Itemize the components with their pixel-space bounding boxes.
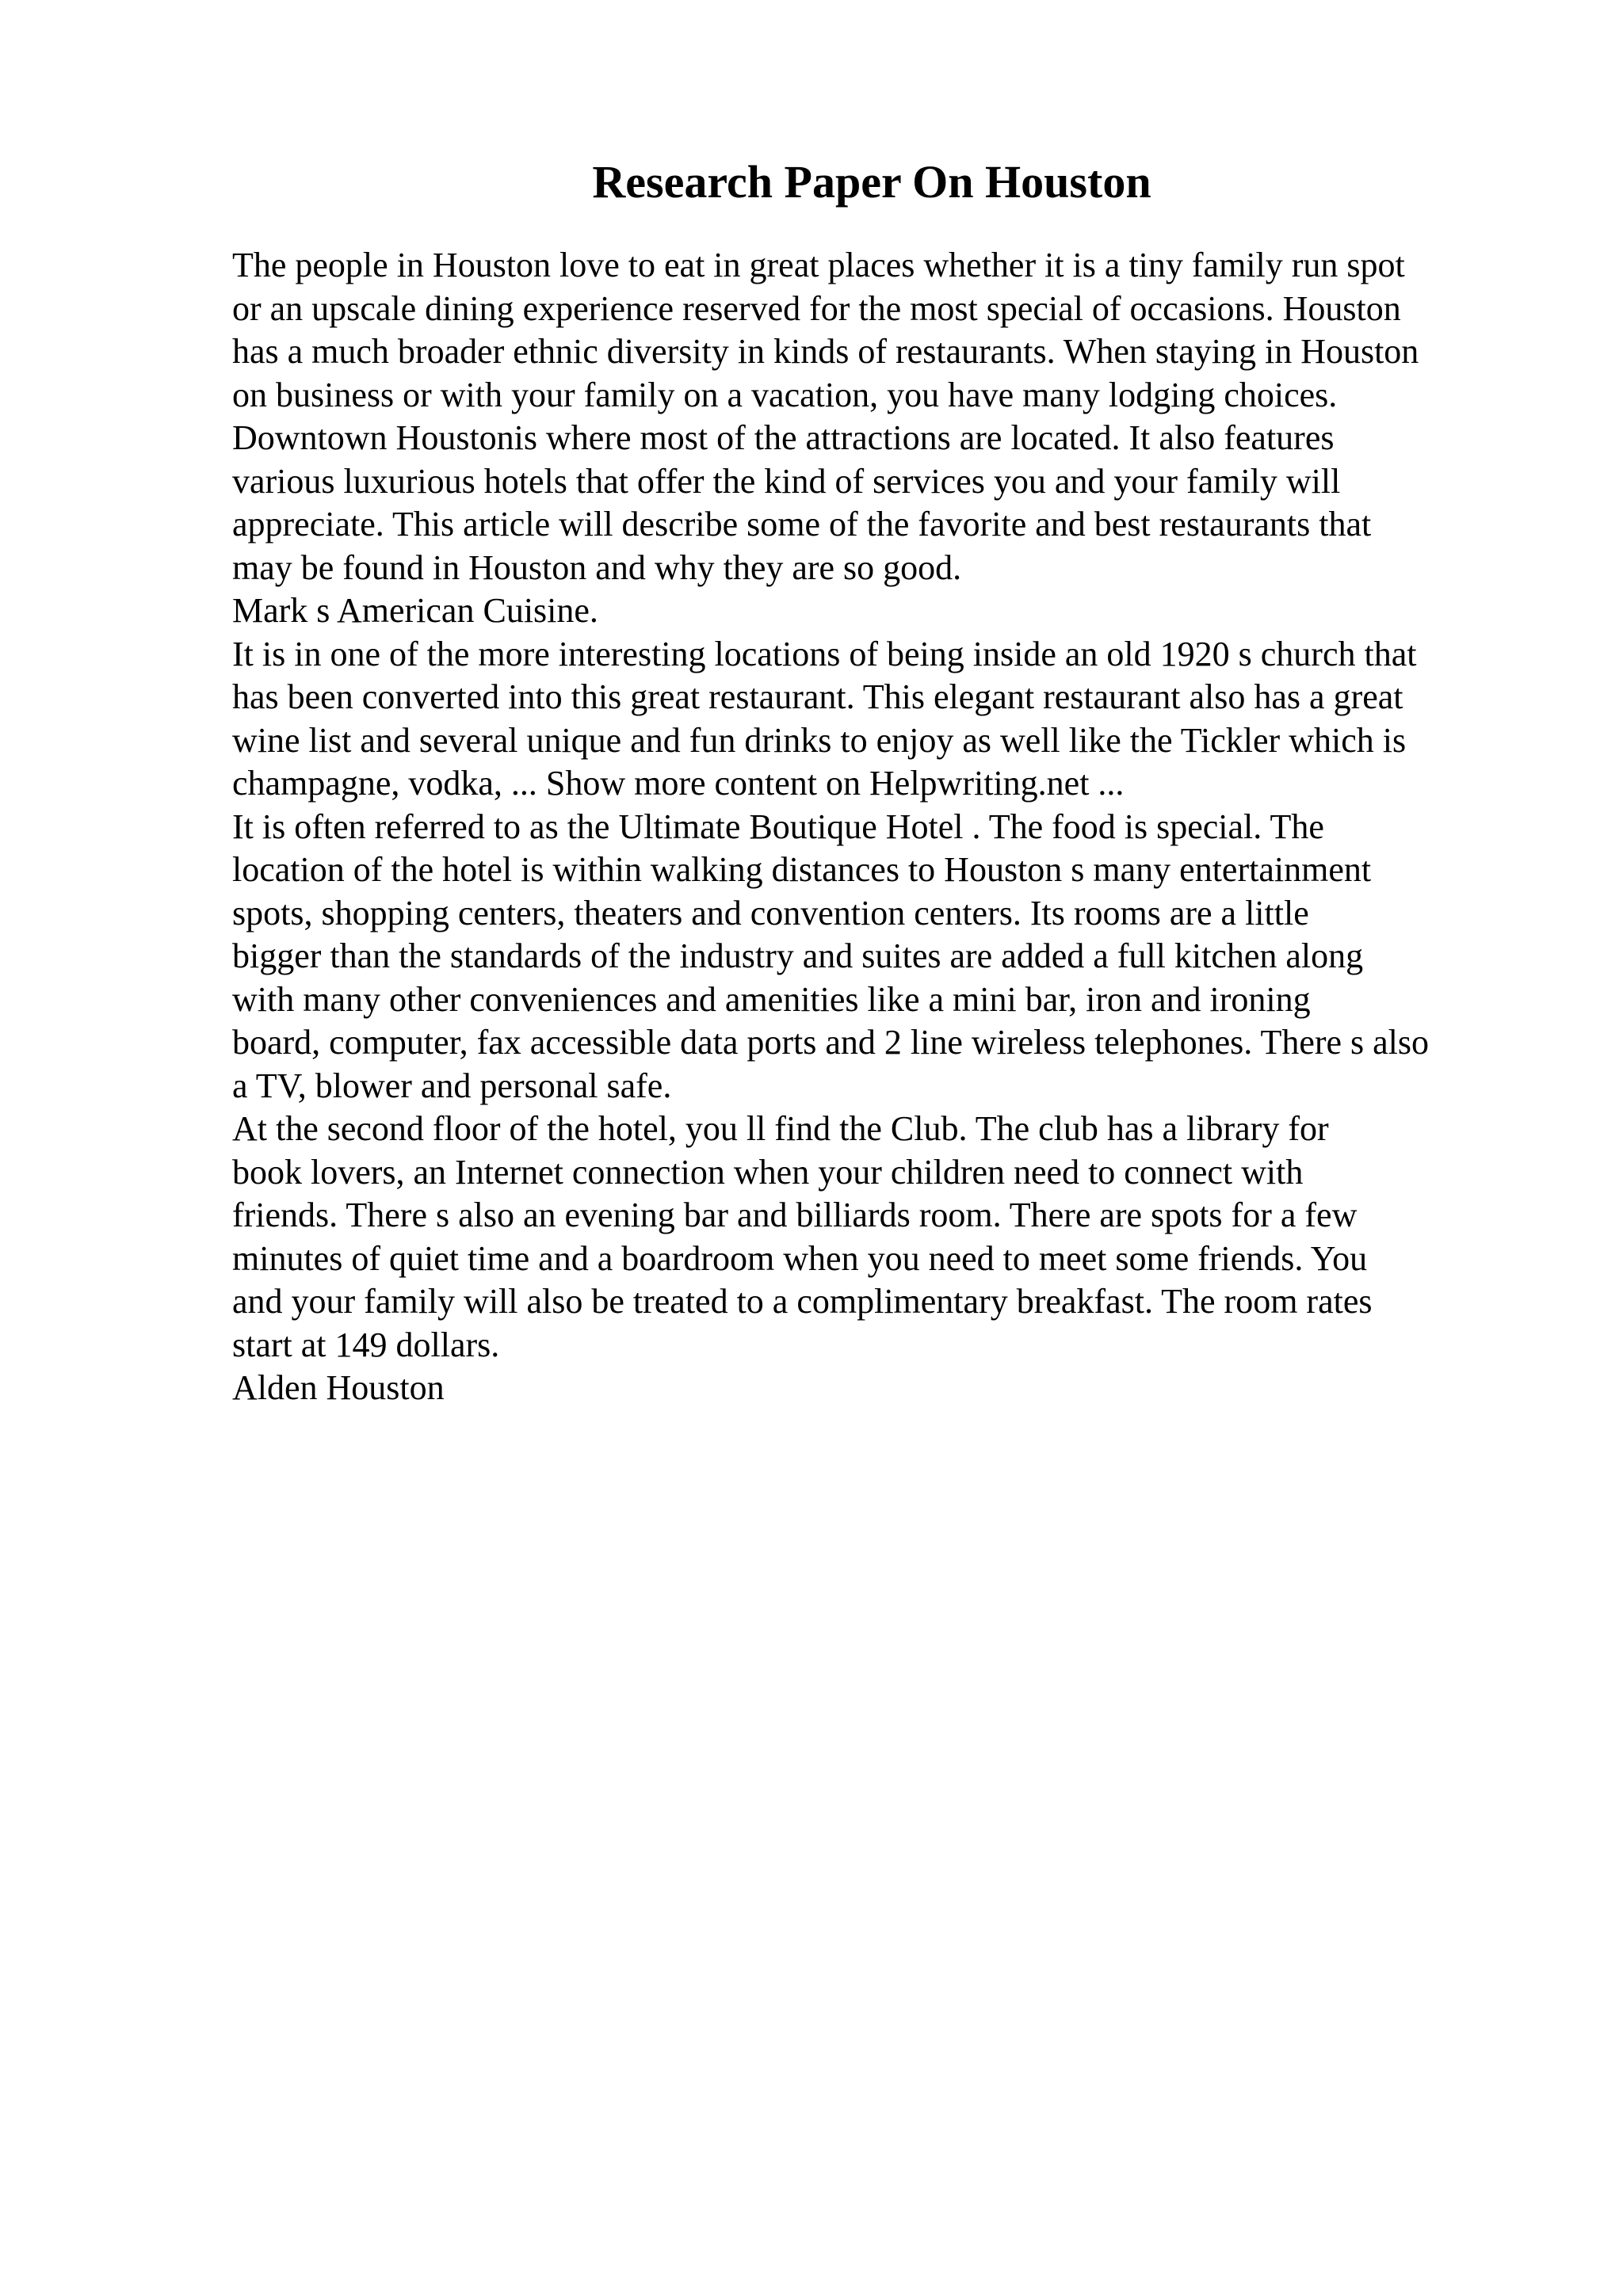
body-line: wine list and several unique and fun drinks to enjoy as well like the Tickler which is [232,720,1407,760]
section-heading-marks-american-cuisine: Mark s American Cuisine. [232,591,598,630]
body-line: bigger than the standards of the industry and suites are added a full kitchen along [232,936,1364,975]
body-line: The people in Houston love to eat in great places whether it is a tiny family run spot [232,246,1405,284]
document-title: Research Paper On Houston [592,156,1151,208]
body-line: friends. There s also an evening bar and billiards room. There are spots for a few [232,1196,1358,1234]
body-line: has a much broader ethnic diversity in kinds of restaurants. When staying in Houston [232,332,1419,371]
body-line: champagne, vodka, ... Show more content on Helpwriting.net ... [232,764,1125,803]
body-line: has been converted into this great restaurant. This elegant restaurant also has a great [232,677,1403,716]
body-line: appreciate. This article will describe some of the favorite and best restaurants that [232,505,1372,543]
body-line: At the second floor of the hotel, you ll find the Club. The club has a library for [232,1109,1329,1148]
body-line: may be found in Houston and why they are so good. [232,547,962,587]
body-line: board, computer, fax accessible data ports and 2 line wireless telephones. There s also [232,1023,1430,1062]
body-line: spots, shopping centers, theaters and convention centers. Its rooms are a little [232,893,1309,933]
document-body [232,244,1623,1410]
body-line: Downtown Houstonis where most of the attractions are located. It also features [232,418,1335,457]
body-line: start at 149 dollars. [232,1325,500,1364]
body-line: with many other conveniences and amenities like a mini bar, iron and ironing [232,979,1311,1019]
body-line: It is in one of the more interesting locations of being inside an old 1920 s church that [232,634,1417,673]
body-line: minutes of quiet time and a boardroom when you need to meet some friends. You [232,1238,1368,1278]
body-line: a TV, blower and personal safe. [232,1066,672,1105]
body-line: on business or with your family on a vacation, you have many lodging choices. [232,375,1338,414]
body-line: location of the hotel is within walking distances to Houston s many entertainment [232,850,1372,889]
body-line: and your family will also be treated to a complimentary breakfast. The room rates [232,1282,1373,1321]
body-line: various luxurious hotels that offer the kind of services you and your family will [232,461,1341,501]
body-line: book lovers, an Internet connection when your children need to connect with [232,1152,1304,1192]
section-heading-alden-houston: Alden Houston [232,1368,445,1407]
body-line: or an upscale dining experience reserved for the most special of occasions. Houston [232,288,1401,328]
body-line: It is often referred to as the Ultimate Boutique Hotel . The food is special. The [232,807,1324,846]
